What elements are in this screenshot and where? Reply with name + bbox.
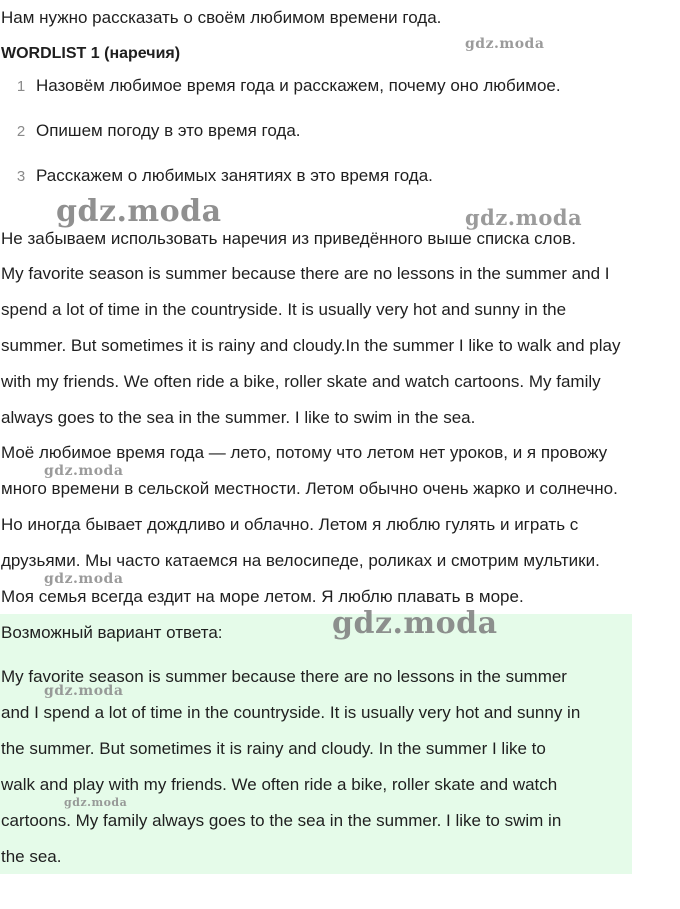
answer-line: the summer. But sometimes it is rainy and cloudy. In the summer I like to [1,739,546,758]
english-line: My favorite season is summer because there are no lessons in the summer and I [1,264,610,283]
watermark: gdz.moda [465,36,545,52]
step-text: Расскажем о любимых занятиях в это время года. [36,166,433,185]
step-text: Назовём любимое время года и расскажем, почему оно любимое. [36,76,561,95]
intro-text: Нам нужно рассказать о своём любимом времени года. [1,8,442,27]
russian-line: друзьями. Мы часто катаемся на велосипеде, роликах и смотрим мультики. [1,551,600,570]
answer-line: My favorite season is summer because there are no lessons in the summer [1,667,567,686]
russian-line: Моё любимое время года — лето, потому что летом нет уроков, и я провожу [1,443,608,462]
watermark: gdz.moda [465,205,583,230]
watermark: gdz.moda [64,796,128,809]
step-number: 3 [16,168,26,185]
watermark: gdz.moda [44,683,124,699]
watermark: gdz.moda [56,194,222,229]
answer-line: cartoons. My family always goes to the sea in the summer. I like to swim in [1,811,562,830]
russian-line: Моя семья всегда ездит на море летом. Я люблю плавать в море. [1,587,524,606]
russian-line: много времени в сельской местности. Летом обычно очень жарко и солнечно. [1,479,618,498]
answer-line: and I spend a lot of time in the countryside. It is usually very hot and sunny in [1,703,581,722]
answer-line: walk and play with my friends. We often ride a bike, roller skate and watch [1,775,558,794]
english-line: summer. But sometimes it is rainy and cloudy.In the summer I like to walk and play [1,336,621,355]
russian-line: Но иногда бывает дождливо и облачно. Летом я люблю гулять и играть с [1,515,579,534]
step-number: 1 [16,78,26,95]
answer-label: Возможный вариант ответа: [1,623,223,642]
step-number: 2 [16,123,26,140]
english-line: spend a lot of time in the countryside. It is usually very hot and sunny in the [1,300,567,319]
reminder-text: Не забываем использовать наречия из приведённого выше списка слов. [1,229,576,248]
answer-line: the sea. [1,847,62,866]
english-line: with my friends. We often ride a bike, roller skate and watch cartoons. My family [1,372,601,391]
watermark: gdz.moda [332,606,498,641]
watermark: gdz.moda [44,571,124,587]
wordlist-heading: WORDLIST 1 (наречия) [1,45,181,62]
step-text: Опишем погоду в это время года. [36,121,301,140]
english-line: always goes to the sea in the summer. I like to swim in the sea. [1,408,476,427]
watermark: gdz.moda [44,463,124,479]
